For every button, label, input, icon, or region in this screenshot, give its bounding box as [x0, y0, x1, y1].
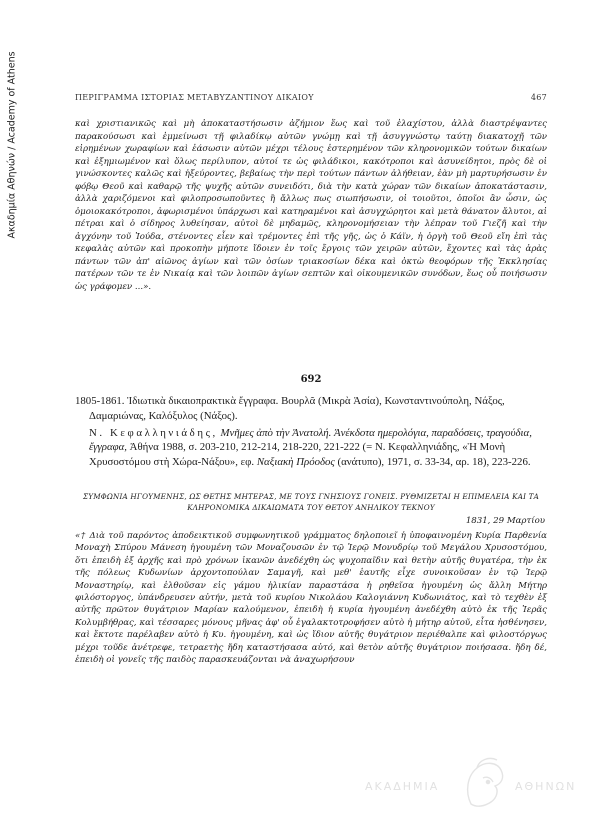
entry-ref-main: Ἀθήνα 1988, σ. 203-210, 212-214, 218-220, 221-222 (= Ν. Κεφαλληνιάδης, «Ἡ Μονὴ Χρυσοστόμου στὴ Χώρα-Νάξου», εφ. — [89, 441, 506, 469]
bibliographic-entry — [75, 394, 547, 470]
running-title: ΠΕΡΙΓΡΑΜΜΑ ΙΣΤΟΡΙΑΣ ΜΕΤΑΒΥΖΑΝΤΙΝΟΥ ΔΙΚΑΙΟΥ — [75, 93, 314, 102]
entry-date-place: 1805-1861. Ἰδιωτικὰ δικαιοπρακτικὰ ἔγγραφα. Βουρλᾶ (Μικρὰ Ἀσία), Κωνσταντινούπολη, Νάξος, Δαμαριώνας, Καλόξυλος (Νάξος). — [75, 395, 505, 422]
document-summary: ΣΥΜΦΩΝΙΑ ΗΓΟΥΜΕΝΗΣ, ΩΣ ΘΕΤΗΣ ΜΗΤΕΡΑΣ, ΜΕ ΤΟΥΣ ΓΝΗΣΙΟΥΣ ΓΟΝΕΙΣ. ΡΥΘΜΙΖΕΤΑΙ Η ΕΠΙΜΕΛΕΙΑ ΚΑΙ ΤΑ ΚΛΗΡΟΝΟΜΙΚΑ ΔΙΚΑΙΩΜΑΤΑ ΤΟΥ ΘΕΤΟΥ ΑΝΗΛΙΚΟΥ ΤΕΚΝΟΥ — [82, 492, 539, 512]
page-number: 467 — [530, 93, 547, 102]
entry-author: Ν. Κεφαλληνιάδης, — [89, 426, 218, 439]
athena-head-icon — [468, 758, 503, 806]
document-date: 1831, 29 Μαρτίου — [465, 516, 545, 526]
side-archive-label — [4, 40, 20, 250]
document-number: 692 — [300, 374, 322, 385]
intro-paragraph: καὶ χριστιανικῶς καὶ μὴ ἀποκαταστήσωσιν ἀζήμιον ἕως καὶ τοῦ ἐλαχίστου, ἀλλὰ διαστρέψαντες παρακούσωσι καὶ ἐμμείνωσι τῇ φιλαδίκῳ αὐτῶν γνώμῃ καὶ τῇ ἀσυγγνώστῳ ταύτῃ διακατοχῇ τῶν εἰρημένων χωραφίων καὶ ἐάσωσιν αὐτῶν μέχρι τέλους ἐστερημένον τῶν κληρονομικῶν τούτων δικαίων καὶ ἐξημιωμένον καὶ ὅλως περίλυπον, αὐτοί τε ὡς φιλάδικοι, κακότροποι καὶ ἀσυνείδητοι, πρὸς δὲ οἱ γινώσκοντες καλῶς καὶ ἠξεύροντες, βεβαίως τὴν περὶ τούτων πάντων ἀλήθειαν, ἐὰν μὴ μαρτυρήσωσιν ἐν φόβῳ Θεοῦ καὶ καθαρῷ τῆς ψυχῆς αὐτῶν συνειδότι, διὰ τὴν κατὰ χώραν τῶν δικαίων ἀποκατάστασιν, ἀλλὰ χαριζόμενοι καὶ φιλοπροσωποῦντες ἢ ἄλλως πως σιωπήσωσιν, οἱ τοιοῦτοι, ὁποῖοι ἂν ὦσιν, ὡς ὁμοιοκακότροποι, ἀφωρισμένοι ὑπάρχωσι καὶ κατηραμένοι καὶ ἀσυγχώρητοι καὶ μετὰ θάνατον ἄλυτοι, αἱ πέτραι καὶ ὁ σίδηρος λυθείησαν, αὐτοὶ δὲ μηδαμῶς, κληρονομήσειαν τὴν λέπραν τοῦ Γιεζῆ καὶ τὴν ἀγχόνην τοῦ Ἰούδα, στένοντες εἶεν καὶ τρέμοντες ἐπὶ τῆς γῆς, ὡς ὁ Κάϊν, ἡ ὀργὴ τοῦ Θεοῦ εἴη ἐπὶ τὰς κεφαλὰς αὐτῶν καὶ προκοπὴν μήποτε ἴδοιεν ἐν τοῖς ἔργοις τῶν χειρῶν αὐτῶν, ἔχοντες καὶ τὰς ἀρὰς πάντων τῶν ἀπ' αἰῶνος ἁγίων καὶ τῶν ὁσίων τριακοσίων δέκα καὶ ὀκτὼ θεοφόρων τῆς Ἐκκλησίας πατέρων τῶν τε ἐν Νικαίᾳ καὶ τῶν λοιπῶν ἁγίων σεπτῶν καὶ οἰκουμενικῶν συνόδων, ἕως οὗ ποιήσωσιν ὡς γράφομεν ...». — [75, 119, 547, 292]
entry-reference — [89, 426, 547, 470]
entry-ref-tail: (ανάτυπο), 1971, σ. 33-34, αρ. 18), 223-226. — [337, 456, 531, 469]
running-header — [75, 93, 547, 102]
watermark-right-text: ΑΘΗΝΩΝ — [515, 780, 577, 793]
side-label-text: Ακαδημία Αθηνών / Academy of Athens — [6, 51, 18, 239]
document-body: «† Διὰ τοῦ παρόντος ἀποδεικτικοῦ συμφωνητικοῦ γράμματος δηλοποιεῖ ἡ ὑποφαινομένη Κυρία Παρθενία Μοναχὴ Σπύρου Μάνεση ἡγουμένη τῶν Μοναζουσῶν ἐν τῷ Ἱερῷ Μονυδρίῳ τοῦ Μεγάλου Χρυσοστόμου, ὅτι ἐπειδὴ ἐξ ἀρχῆς καὶ πρὸ χρόνων ἱκανῶν ἀνεδέχθη ὡς ψυχοπαῖδιν καὶ θετὴν αὐτῆς θυγατέρα, τὴν ἐκ τῆς πόλεως Κυδωνίων ἀρχοντοπούλαν Σαμαγῆ, καὶ μεθ' ἑαυτῆς εἶχε συνοικοῦσαν ἐν τῷ Ἱερῷ Μοναστηρίῳ, καὶ ἐλθοῦσαν εἰς γάμου ἡλικίαν παραστάσα ἡ ρηθεῖσα ἡγουμένη ὡς ἄλλη Μήτηρ φιλόστοργος, ὑπάνδρευσεν αὐτήν, μετὰ τοῦ κυρίου Νικολάου Καλογιάννη Κυδωνιάτος, καὶ τὸ τεχθὲν ἐξ αὐτῆς πρῶτον θυγάτριον Μαρίαν καλούμενον, ἐπειδὴ ἡ κυρία ἡγουμένη ἀνεδέχθη αὐτὸ ἐκ τῆς Ἱερᾶς Κολυμβήθρας, καὶ τέσσαρες μόνους μῆνας ἀφ' οὗ ἐγαλακτοτροφήσεν αὐτὸ ἡ μήτηρ αὐτοῦ, εἶτα ἠσθένησεν, καὶ ἔκτοτε παρέλαβεν αὐτὸ ἡ Κυ. ἡγουμένη, καὶ ὡς ἴδιον αὐτῆς θυγάτριον περιέθαλπε καὶ φιλοστόργως μέχρι τοῦδε ἀνέτρεφε, τετραετὴς ἤδη καταστήσασα αὐτό, καὶ θετὸν αὐτῆς θυγάτριον ποιήσασα. ἤδη δέ, ἐπειδὴ οἱ γονεῖς τῆς παιδὸς παρασκευάζονται νὰ ἀναχωρήσουν — [75, 531, 547, 666]
entry-work-title: Μνῆμες ἀπὸ τὴν Ἀνατολή. Ἀνέκδοτα ημερολόγια, παραδόσεις, τραγούδια, ἔγγραφα, — [89, 426, 532, 454]
academy-watermark — [365, 752, 595, 812]
watermark-left-text: ΑΚΑΔΗΜΙΑ — [365, 780, 440, 793]
entry-newspaper: Ναξιακὴ Πρόοδος — [256, 456, 335, 469]
